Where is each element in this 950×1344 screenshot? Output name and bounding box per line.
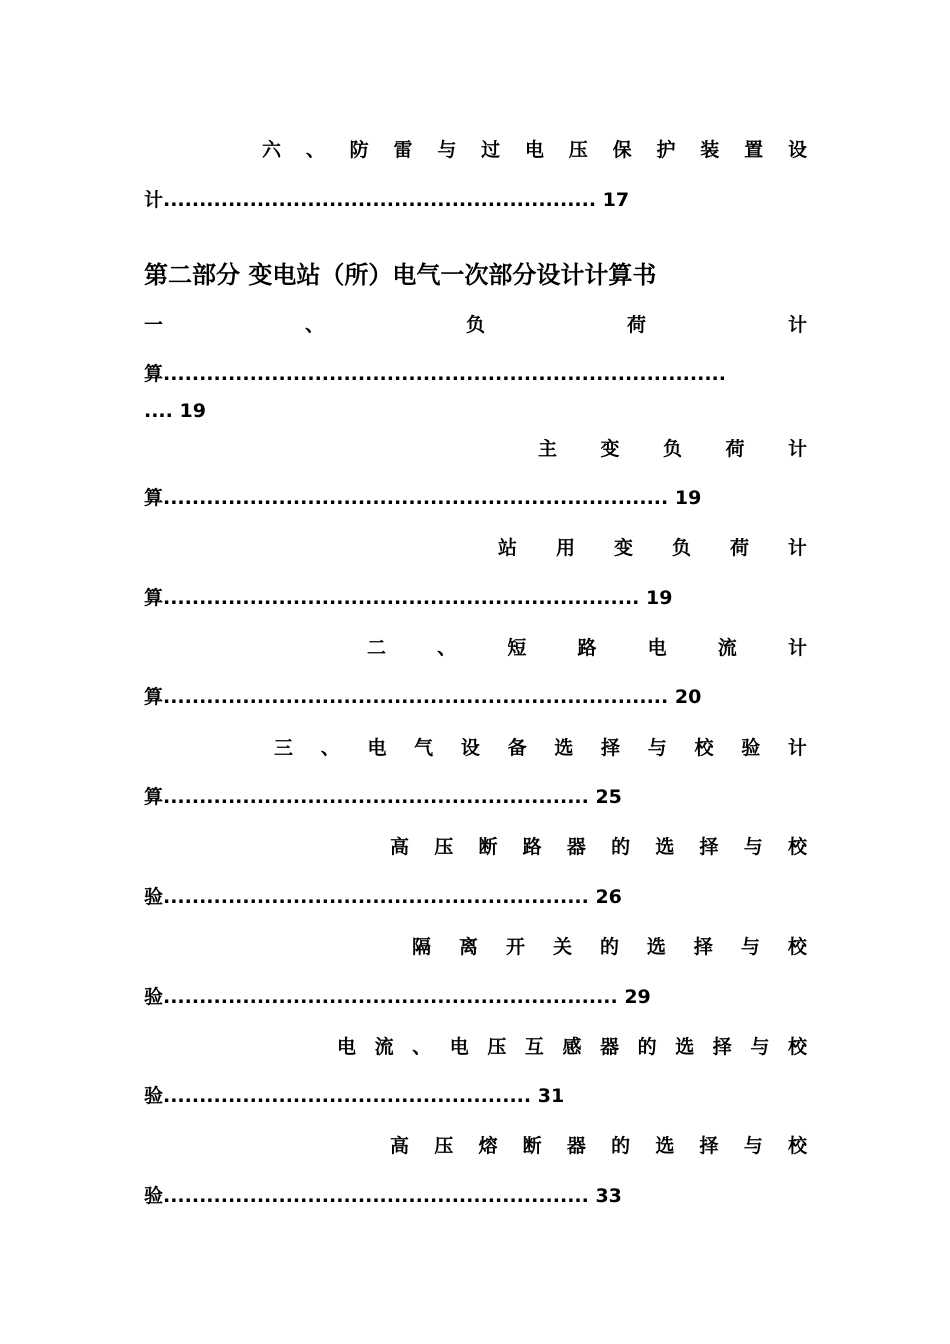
title-char: 选 <box>554 737 574 759</box>
title-char: 荷 <box>729 537 749 559</box>
toc-entry-instrument-transformer-title <box>337 1035 807 1059</box>
toc-entry-main-transformer-load-title <box>538 437 807 461</box>
title-char: 选 <box>655 1135 675 1157</box>
title-char: 用 <box>555 537 575 559</box>
title-char: 短 <box>507 637 527 659</box>
title-char: 、 <box>320 737 340 759</box>
title-char: 电 <box>337 1036 357 1058</box>
title-char: 计 <box>787 537 807 559</box>
title-char: 高 <box>390 836 410 858</box>
title-char: 压 <box>487 1036 507 1058</box>
toc-entry-lightning-protection-title <box>262 138 807 162</box>
title-char: 校 <box>787 936 807 958</box>
title-char: 关 <box>552 936 572 958</box>
title-char: 校 <box>694 737 714 759</box>
title-char: 互 <box>524 1036 544 1058</box>
toc-entry-short-circuit-title <box>367 636 807 660</box>
title-char: 择 <box>699 1135 719 1157</box>
toc-entry-load-calc-leader: 算.............................................................................. <box>144 363 726 385</box>
title-char: 感 <box>562 1036 582 1058</box>
title-char: 择 <box>693 936 713 958</box>
title-char: 压 <box>568 139 588 161</box>
title-char: 六 <box>262 139 282 161</box>
title-char: 选 <box>655 836 675 858</box>
title-char: 流 <box>717 637 737 659</box>
title-char: 压 <box>434 1135 454 1157</box>
title-char: 与 <box>750 1036 770 1058</box>
title-char: 计 <box>787 438 807 460</box>
title-char: 择 <box>601 737 621 759</box>
title-char: 负 <box>465 314 485 336</box>
title-char: 电 <box>367 737 387 759</box>
title-char: 器 <box>566 1135 586 1157</box>
toc-entry-main-transformer-load-leader: 算...................................................................... 19 <box>144 487 702 509</box>
toc-entry-hv-breaker-title <box>390 835 807 859</box>
title-char: 选 <box>646 936 666 958</box>
title-char: 装 <box>700 139 720 161</box>
toc-entry-hv-fuse-title <box>390 1134 807 1158</box>
title-char: 荷 <box>626 314 646 336</box>
title-char: 二 <box>367 637 387 659</box>
title-char: 与 <box>740 936 760 958</box>
title-char: 变 <box>600 438 620 460</box>
toc-entry-hv-breaker-leader: 验........................................................... 26 <box>144 886 622 908</box>
title-char: 断 <box>478 836 498 858</box>
title-char: 的 <box>611 1135 631 1157</box>
part-two-heading: 第二部分 变电站（所）电气一次部分设计计算书 <box>144 261 657 289</box>
toc-entry-load-calc-leader-continued: .... 19 <box>144 400 206 422</box>
title-char: 与 <box>743 1135 763 1157</box>
title-char: 、 <box>305 139 325 161</box>
title-char: 设 <box>460 737 480 759</box>
title-char: 电 <box>524 139 544 161</box>
title-char: 器 <box>566 836 586 858</box>
title-char: 防 <box>349 139 369 161</box>
title-char: 站 <box>498 537 518 559</box>
title-char: 流 <box>374 1036 394 1058</box>
title-char: 断 <box>522 1135 542 1157</box>
title-char: 气 <box>414 737 434 759</box>
title-char: 雷 <box>393 139 413 161</box>
title-char: 的 <box>637 1036 657 1058</box>
toc-entry-instrument-transformer-leader: 验................................................... 31 <box>144 1085 565 1107</box>
toc-entry-equipment-selection-title <box>274 736 807 760</box>
title-char: 计 <box>787 637 807 659</box>
title-char: 压 <box>434 836 454 858</box>
title-char: 与 <box>647 737 667 759</box>
title-char: 的 <box>611 836 631 858</box>
title-char: 校 <box>787 836 807 858</box>
title-char: 计 <box>787 737 807 759</box>
title-char: 主 <box>538 438 558 460</box>
toc-entry-lightning-protection-leader: 计............................................................ 17 <box>144 189 630 211</box>
title-char: 校 <box>787 1135 807 1157</box>
title-char: 保 <box>612 139 632 161</box>
toc-entry-short-circuit-leader: 算...................................................................... 20 <box>144 686 702 708</box>
toc-entry-equipment-selection-leader: 算........................................................... 25 <box>144 786 622 808</box>
title-char: 过 <box>481 139 501 161</box>
title-char: 三 <box>274 737 294 759</box>
title-char: 选 <box>675 1036 695 1058</box>
title-char: 变 <box>613 537 633 559</box>
title-char: 置 <box>744 139 764 161</box>
title-char: 离 <box>458 936 478 958</box>
toc-entry-station-transformer-load-title <box>498 536 807 560</box>
title-char: 一 <box>144 314 164 336</box>
title-char: 路 <box>522 836 542 858</box>
title-char: 校 <box>787 1036 807 1058</box>
title-char: 荷 <box>725 438 745 460</box>
title-char: 、 <box>437 637 457 659</box>
toc-entry-disconnector-leader: 验............................................................... 29 <box>144 986 651 1008</box>
title-char: 择 <box>712 1036 732 1058</box>
title-char: 隔 <box>412 936 432 958</box>
title-char: 计 <box>787 314 807 336</box>
title-char: 备 <box>507 737 527 759</box>
title-char: 设 <box>787 139 807 161</box>
title-char: 验 <box>741 737 761 759</box>
title-char: 护 <box>656 139 676 161</box>
title-char: 路 <box>577 637 597 659</box>
title-char: 电 <box>449 1036 469 1058</box>
title-char: 、 <box>304 314 324 336</box>
title-char: 电 <box>647 637 667 659</box>
toc-entry-disconnector-title <box>412 935 807 959</box>
title-char: 的 <box>599 936 619 958</box>
title-char: 开 <box>505 936 525 958</box>
title-char: 高 <box>390 1135 410 1157</box>
toc-entry-station-transformer-load-leader: 算.................................................................. 19 <box>144 587 673 609</box>
title-char: 熔 <box>478 1135 498 1157</box>
title-char: 器 <box>600 1036 620 1058</box>
title-char: 择 <box>699 836 719 858</box>
title-char: 与 <box>437 139 457 161</box>
title-char: 与 <box>743 836 763 858</box>
title-char: 负 <box>671 537 691 559</box>
toc-entry-hv-fuse-leader: 验........................................................... 33 <box>144 1185 622 1207</box>
toc-entry-load-calc-title <box>144 313 807 337</box>
title-char: 负 <box>662 438 682 460</box>
title-char: 、 <box>412 1036 432 1058</box>
